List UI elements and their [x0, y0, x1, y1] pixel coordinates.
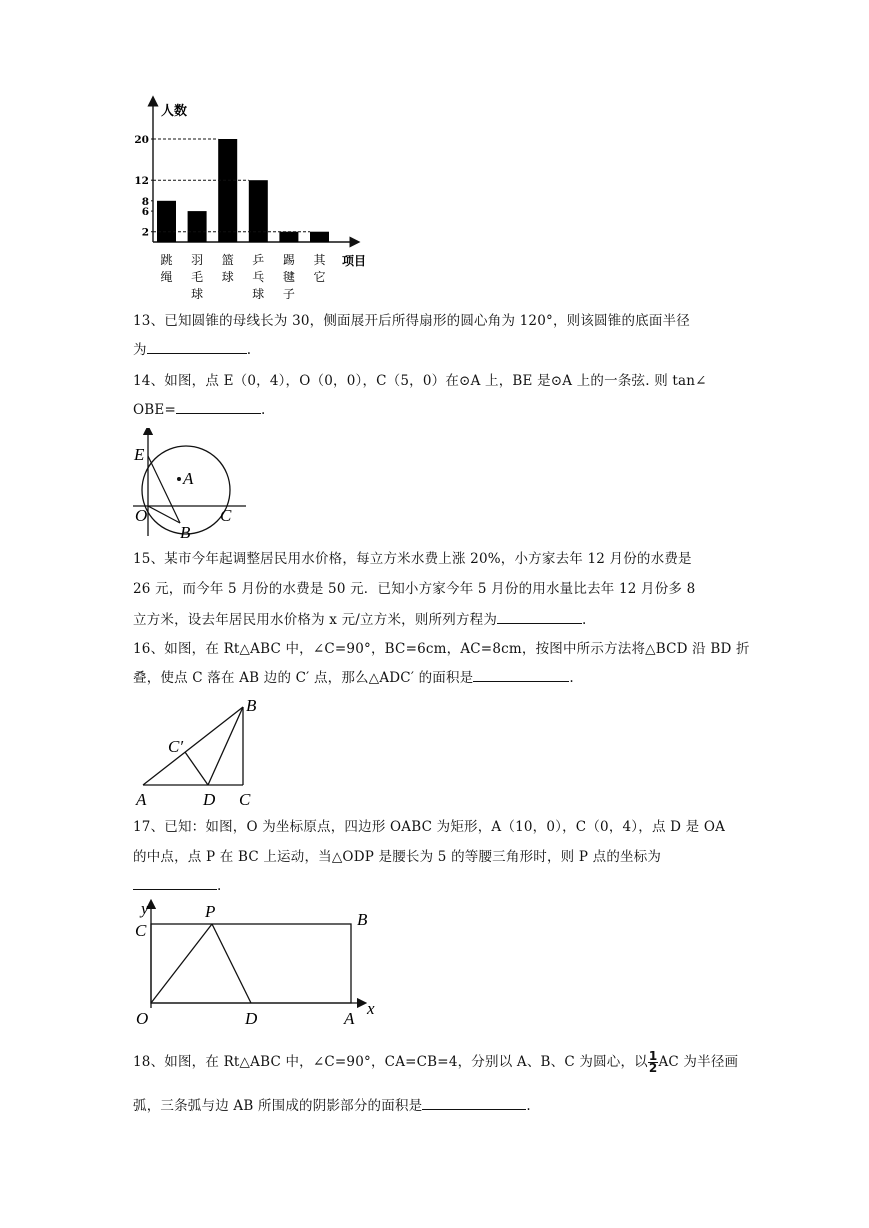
bar-5: [279, 232, 298, 242]
q13-line1: 13、已知圆锥的母线长为 30，侧面展开后所得扇形的圆心角为 120°，则该圆锥的底面半径: [133, 313, 690, 329]
segment-pd: [212, 924, 251, 1003]
label-a: A: [344, 1009, 355, 1028]
q17-line3: .: [133, 876, 222, 895]
label-c: C: [220, 506, 232, 525]
q15-line2: 26 元，而今年 5 月份的水费是 50 元．已知小方家今年 5 月份的用水量比去年 12 月份多 8: [133, 581, 696, 597]
y-tick-label-2: 2: [141, 226, 149, 239]
label-p: P: [205, 902, 216, 921]
answer-blank-14[interactable]: [176, 400, 261, 414]
segment-dc1: [185, 752, 208, 785]
q18-line2: 弧，三条弧与边 AB 所围成的阴影部分的面积是 .: [133, 1098, 531, 1114]
circle-a: [142, 446, 230, 534]
x-axis-label: 项目: [342, 254, 367, 268]
q14-line1: 14、如图，点 E（0，4），O（0，0），C（5，0）在⊙A 上，BE 是⊙A 上的一条弦. 则 tan∠: [133, 373, 707, 389]
y-tick-label-12: 12: [134, 175, 149, 188]
bar-4: [249, 180, 268, 242]
label-o: O: [136, 1009, 149, 1028]
x-tick-label-2-1: 羽: [191, 253, 204, 267]
bar-chart: [120, 95, 380, 305]
label-d: D: [245, 1009, 258, 1028]
x-tick-label-4-1: 乒: [252, 253, 265, 267]
x-tick-label-5-1: 踢: [282, 253, 295, 267]
x-tick-label-1-2: 绳: [160, 270, 173, 284]
q17-line1: 17、已知：如图，O 为坐标原点，四边形 OABC 为矩形，A（10，0），C（0，4），点 D 是 OA: [133, 819, 726, 835]
rectangle-figure: [130, 898, 385, 1030]
bar-3: [218, 139, 237, 242]
y-axis-label: 人数: [161, 104, 188, 119]
fold-line-bd: [208, 707, 243, 785]
label-c: C: [135, 921, 147, 940]
center-point-a: [177, 477, 181, 481]
label-b: B: [180, 523, 191, 540]
x-tick-label-2-2: 毛: [191, 270, 204, 284]
x-tick-label-6-2: 它: [313, 270, 326, 284]
x-tick-label-6-1: 其: [313, 253, 326, 267]
bar-1: [157, 201, 176, 242]
q13-line2: 为 .: [133, 342, 252, 358]
q15-line3: 立方米，设去年居民用水价格为 x 元/立方米，则所列方程为 .: [133, 612, 587, 628]
label-d: D: [203, 790, 216, 809]
answer-blank-15[interactable]: [497, 610, 582, 624]
x-tick-label-3-2: 球: [221, 270, 234, 284]
side-ab: [143, 707, 243, 785]
y-tick-label-8: 8: [141, 195, 149, 208]
segment-op: [151, 924, 212, 1003]
label-a: A: [136, 790, 147, 809]
fold-triangle-figure: [133, 695, 268, 810]
answer-blank-18[interactable]: [422, 1096, 526, 1110]
fraction-one-half: $\frac{1}{2}$: [648, 1049, 658, 1075]
q15-line1: 15、某市今年起调整居民用水价格，每立方米水费上涨 20%，小方家去年 12 月份的水费是: [133, 551, 692, 567]
circle-figure: [128, 428, 248, 540]
label-c-prime: C′: [168, 737, 184, 756]
x-tick-label-5-3: 子: [282, 287, 295, 301]
q14-line2: OBE= .: [133, 402, 266, 418]
q16-line1: 16、如图，在 Rt△ABC 中，∠C=90°，BC=6cm，AC=8cm，按图中所示方法将△BCD 沿 BD 折: [133, 641, 750, 657]
q18-line1: 18、如图，在 Rt△ABC 中，∠C=90°，CA=CB=4，分别以 A、B、C 为圆心，以 $\frac{1}{2}$ AC 为半径画: [133, 1049, 739, 1075]
label-b: B: [246, 696, 257, 715]
x-tick-label-2-3: 球: [191, 287, 204, 301]
label-c: C: [239, 790, 251, 809]
label-a: A: [183, 469, 194, 488]
x-tick-label-4-3: 球: [252, 287, 265, 301]
label-y: y: [141, 899, 149, 918]
chord-be: [148, 456, 180, 523]
q16-line2: 叠，使点 C 落在 AB 边的 C′ 点，那么△ADC′ 的面积是 .: [133, 670, 574, 686]
answer-blank-17[interactable]: [133, 876, 217, 890]
q17-line2: 的中点，点 P 在 BC 上运动，当△ODP 是腰长为 5 的等腰三角形时，则 P 点的坐标为: [133, 849, 662, 865]
x-tick-label-5-2: 毽: [282, 270, 295, 284]
segment-ob: [148, 506, 180, 523]
label-o: O: [135, 506, 148, 525]
label-b: B: [357, 910, 368, 929]
x-tick-label-1-1: 跳: [160, 253, 173, 267]
bar-2: [188, 211, 207, 242]
answer-blank-13[interactable]: [147, 340, 247, 354]
answer-blank-16[interactable]: [473, 668, 569, 682]
x-tick-label-3-1: 篮: [221, 253, 234, 267]
label-x: x: [367, 999, 375, 1018]
x-tick-label-4-2: 乓: [252, 270, 265, 284]
y-tick-label-20: 20: [134, 134, 149, 146]
y-tick-label-6: 6: [141, 206, 149, 219]
label-e: E: [134, 445, 145, 464]
bar-6: [310, 232, 329, 242]
